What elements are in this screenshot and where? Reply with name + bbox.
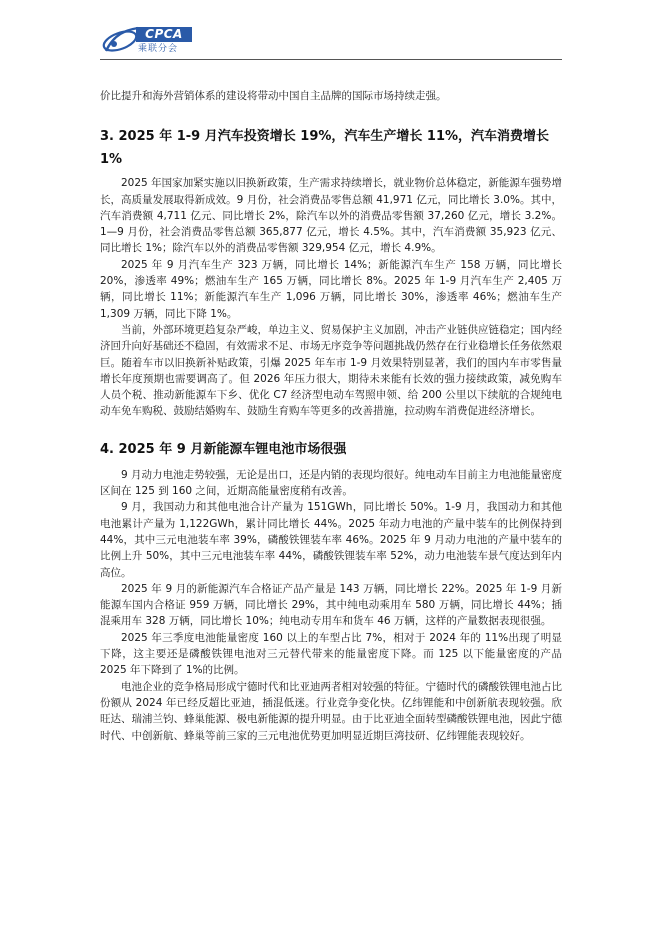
section-4-paragraph-4: 2025 年三季度电池能量密度 160 以上的车型占比 7%，相对于 2024 年的 11%出现了明显下降，这主要还是磷酸铁锂电池对三元替代带来的能量密度下降。而 125 以下能量密度的产品 2025 年下降到了 1%的比例。 bbox=[100, 631, 562, 677]
section-3-paragraph-3: 当前，外部环境更趋复杂严峻，单边主义、贸易保护主义加剧，冲击产业链供应链稳定；国内经济回升向好基础还不稳固，有效需求不足、市场无序竞争等问题挑战仍然存在行业稳增长任务依然艰巨。随着车市以旧换新补贴政策，引爆 2025 年车市 1-9 月效果特别显著，我们的国内车市零售量增长年度预期也需要调高了。但 2026 年压力很大，期待未来能有长效的强力接续政策，减免购车人员个税、推动新能源车下乡、优化 C7 经济型电动车驾照申领、给 200 公里以下续航的合规纯电动车免车购税、鼓励结婚购车、鼓励生育购车等更多的改善措施，拉动购车消费促进经济增长。 bbox=[100, 323, 562, 418]
cpca-logo bbox=[100, 24, 196, 58]
section-4-paragraph-2: 9 月，我国动力和其他电池合计产量为 151GWh，同比增长 50%。1-9 月，我国动力和其他电池累计产量为 1,122GWh，累计同比增长 44%。2025 年动力电池的产量中装车的比例保持到 44%，其中三元电池装车率 39%，磷酸铁锂装车率 46%。2025 年 9 月动力电池的产量中装车的比例上升 50%，其中三元电池装车率 44%，磷酸铁锂装车率 52%，动力电池装车景气度达到年内高位。 bbox=[100, 501, 562, 579]
logo-subtitle: 乘联分会 bbox=[138, 44, 179, 54]
header-divider bbox=[100, 59, 562, 60]
page-header bbox=[100, 24, 562, 60]
section-4-paragraph-1: 9 月动力电池走势较强，无论是出口，还是内销的表现均很好。纯电动车目前主力电池能量密度区间在 125 到 160 之间，近期高能量密度稍有改善。 bbox=[100, 468, 562, 498]
document-body bbox=[100, 88, 562, 744]
section-3-heading: 3. 2025 年 1-9 月汽车投资增长 19%，汽车生产增长 11%，汽车消费增长 1% bbox=[100, 129, 550, 168]
section-3-paragraph-1: 2025 年国家加紧实施以旧换新政策，生产需求持续增长，就业物价总体稳定，新能源车强势增长，高质量发展取得新成效。9 月份，社会消费品零售总额 41,971 亿元，同比增长 3.0%。其中，汽车消费额 4,711 亿元、同比增长 2%，除汽车以外的消费品零售额 37,260 亿元，增长 3.2%。1—9 月份，社会消费品零售总额 365,877 亿元，增长 4.5%。其中，汽车消费额 35,923 亿元、同比增长 1%；除汽车以外的消费品零售额 329,954 亿元，增长 4.9%。 bbox=[100, 177, 562, 255]
section-4-heading: 4. 2025 年 9 月新能源车锂电池市场很强 bbox=[100, 441, 347, 457]
logo-wordmark: CPCA bbox=[136, 27, 192, 42]
section-4-paragraph-3: 2025 年 9 月的新能源汽车合格证产品产量是 143 万辆，同比增长 22%。2025 年 1-9 月新能源车国内合格证 959 万辆，同比增长 29%，其中纯电动乘用车 580 万辆，同比增长 44%；插混乘用车 328 万辆，同比增长 10%；纯电动专用车和货车 46 万辆，这样的产量数据表现很强。 bbox=[100, 582, 562, 628]
cpca-swoosh-icon bbox=[100, 24, 140, 58]
intro-line: 价比提升和海外营销体系的建设将带动中国自主品牌的国际市场持续走强。 bbox=[100, 90, 447, 102]
section-3-paragraph-2: 2025 年 9 月汽车生产 323 万辆，同比增长 14%；新能源汽车生产 158 万辆，同比增长 20%，渗透率 49%；燃油车生产 165 万辆，同比增长 8%。2025 年 1-9 月汽车生产 2,405 万辆，同比增长 11%；新能源汽车生产 1,096 万辆，同比增长 30%，渗透率 46%；燃油车生产 1,309 万辆，同比下降 1%。 bbox=[100, 258, 562, 320]
section-4-paragraph-5: 电池企业的竞争格局形成宁德时代和比亚迪两者相对较强的特征。宁德时代的磷酸铁锂电池占比份额从 2024 年已经反超比亚迪，插混低迷。行业竞争变化快。亿纬锂能和中创新航表现较强。欣旺达、瑞浦兰钧、蜂巢能源、极电新能源的提升明显。由于比亚迪全面转型磷酸铁锂电池，因此宁德时代、中创新航、蜂巢等前三家的三元电池优势更加明显近期巨湾技研、亿纬锂能表现较好。 bbox=[100, 680, 562, 742]
